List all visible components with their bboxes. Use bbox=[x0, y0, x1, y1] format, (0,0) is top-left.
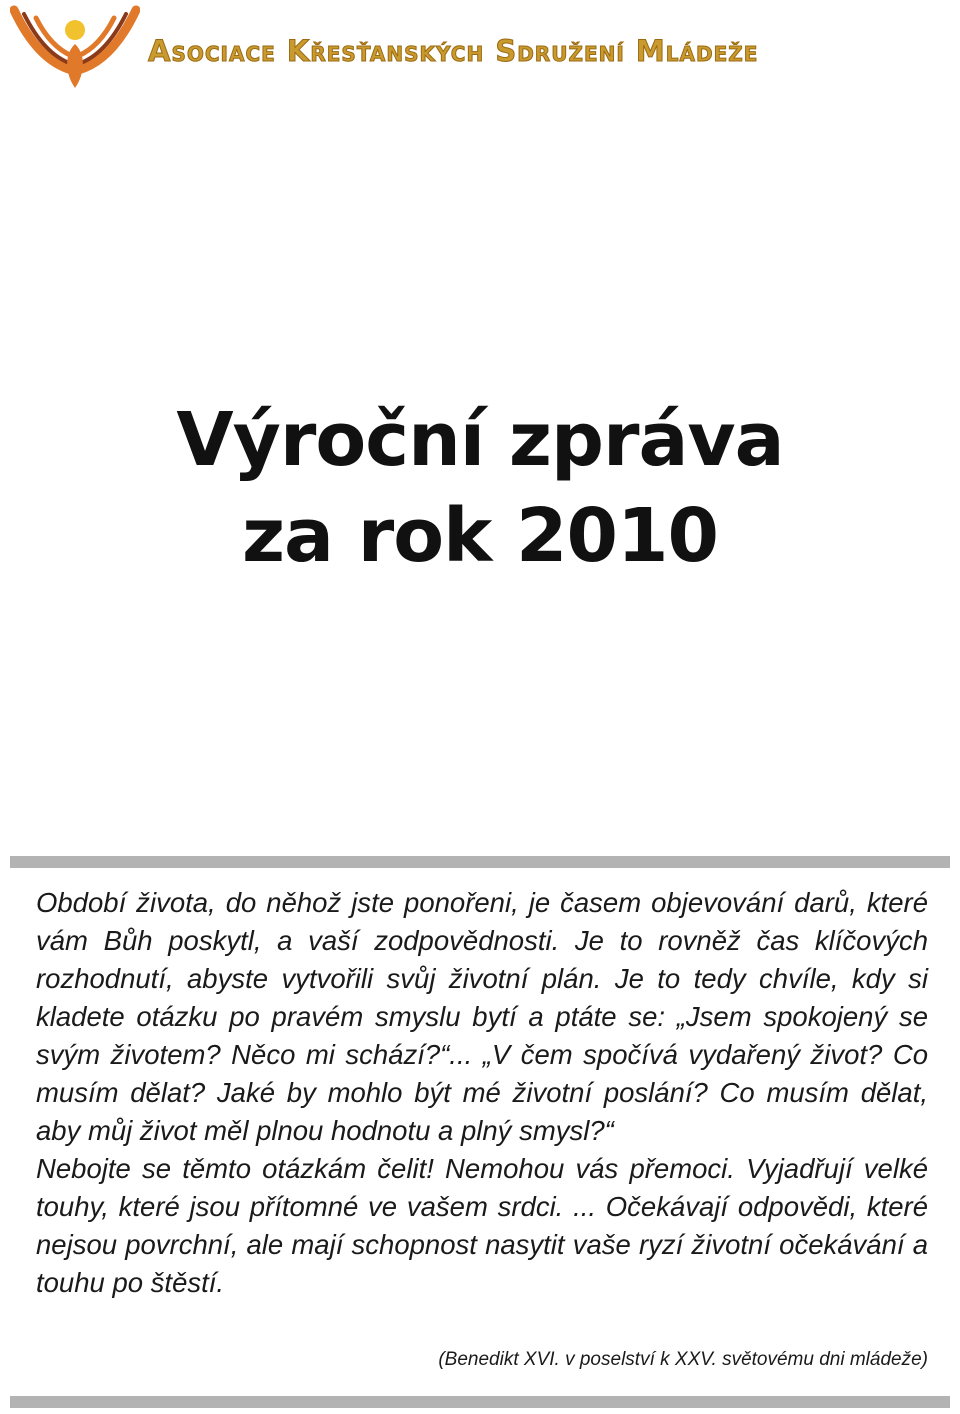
quote-paragraph-2: Nebojte se těmto otázkám čelit! Nemohou vás přemoci. Vyjadřují velké touhy, které jsou přítomné ve vašem srdci. ... Očekávají odpovědi, které nejsou povrchní, ale mají schopnost nasytit vaše ryzí životní očekávání a touhu po štěstí. bbox=[36, 1153, 928, 1298]
figure-with-raised-arms-logo-icon bbox=[10, 4, 140, 90]
top-divider bbox=[10, 856, 950, 868]
bottom-divider bbox=[10, 1396, 950, 1408]
title-line-1: Výroční zpráva bbox=[176, 397, 784, 483]
quote-attribution: (Benedikt XVI. v poselství k XXV. světovému dni mládeže) bbox=[438, 1349, 928, 1370]
header bbox=[0, 0, 960, 100]
organization-name: Asociace Křesťanských Sdružení Mládeže bbox=[148, 34, 759, 68]
title-line-2: za rok 2010 bbox=[241, 493, 719, 579]
quote-paragraph-1: Období života, do něhož jste ponořeni, je časem objevování darů, které vám Bůh poskytl, a vaší zodpovědnosti. Je to rovněž čas klíčových rozhodnutí, abyste vytvořili svůj životní plán. Je to tedy chvíle, kdy si kladete otázku po pravém smyslu bytí a ptáte se: „Jsem spokojený se svým životem? Něco mi schází?“... „V čem spočívá vydařený život? Co musím dělat? Jaké by mohlo být mé životní poslání? Co musím dělat, aby můj život měl plnou hodnotu a plný smysl?“ bbox=[36, 887, 928, 1146]
quote-block bbox=[36, 884, 928, 1302]
page-title bbox=[0, 392, 960, 584]
